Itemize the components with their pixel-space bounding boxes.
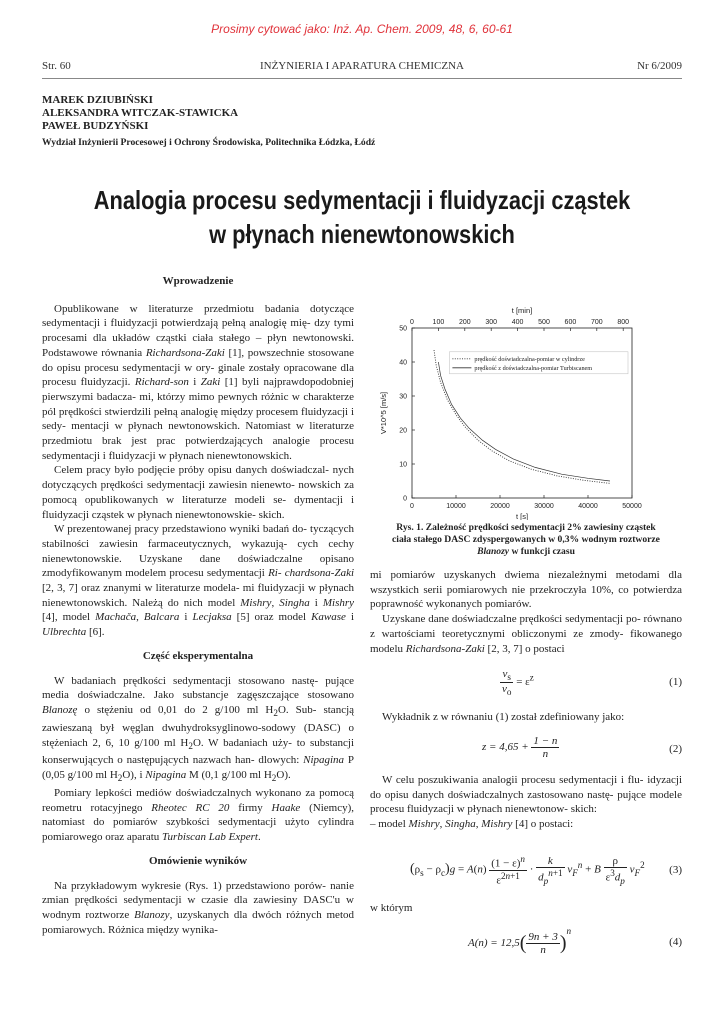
top-tick-label: 700	[590, 319, 603, 326]
y-tick-label: 30	[399, 393, 407, 401]
x-tick-label: 30000	[534, 503, 554, 510]
top-tick-label: 600	[564, 319, 577, 326]
paragraph: Na przykładowym wykresie (Rys. 1) przedstawiono porów- nanie zmian prędkości sedymentacji w czasie dla zawiesiny DASC'u w wodnym roztworze Blanozy, uzyskanych dla dwóch różnych metod pomiarowych. Różnica między wynika-	[42, 879, 354, 936]
paragraph: Opublikowane w literaturze przedmiotu badania dotyczące sedymentacji i fluidyzacji potwierdzają pełną analogię mię- dzy tymi procesami dla układów cząstki ciała stałego – płyn newtonowski. Podstawowe równania Richardsona-Zaki [1], powszechnie stosowane do opisu procesu sedymentacji w ory- ginale zostały opracowane dla procesu fluidyzacji. Richard-son i Zaki [1] byli najprawdopodobniej pierwszymi badacza- mi, którzy mimo pewnych różnic w charakterze pól prędkości stwierdzili pełną analogię między procesem fluidyzacji i sedy- mentacji w płynach newtonowskich. Natomiast w literaturze przedmiotu brak jest prac potwierdzających analogie procesu sedymentacji i fluidyzacji w płynach nienewtonowskich.	[42, 302, 355, 462]
paragraph: Uzyskane dane doświadczalne prędkości sedymentacji po- równano z wartościami teoretycznymi obliczonymi ze zmody- fikowanego modelu Richardsona-Zaki [2, 3, 7] o postaci	[370, 613, 683, 655]
legend-entry: prędkość z doświadczalna-pomiar Turbiscanem	[474, 365, 593, 373]
paragraph: – model Mishry, Singha, Mishry [4] o postaci:	[370, 818, 574, 831]
y-tick-label: 50	[399, 325, 407, 333]
paragraph: Celem pracy było podjęcie próby opisu danych doświadczal- nych dotyczących prędkości sedymentacji zawiesin nienewto- nowskich za pomocą opublikowanych w literaturze modeli se- dymentacji i fluidyzacji cząstek w płynach nienewtonowskie- skich.	[42, 464, 355, 521]
paragraph: W prezentowanej pracy przedstawiono wyniki badań do- tyczących stabilności zawiesin farmaceutycznych, wykazują- cych cechy nienewtonowskie. Uzyskane dane doświadczalne opisano zmodyfikowanym modelem procesu sedymentacji Ri- chardsona-Zaki [2, 3, 7] oraz znanymi w literaturze modela- mi fluidyzacji w płynach nienewtonowskich. Należą do nich model Mishry, Singha i Mishry [4], model Machača, Balcara i Lecjaksa [5] oraz model Kawase i Ulbrechta [6].	[42, 523, 355, 639]
citation-note: Prosimy cytować jako: Inż. Ap. Chem. 2009, 48, 6, 60-61	[211, 22, 513, 36]
equation-number: (1)	[669, 676, 682, 688]
top-tick-label: 0	[410, 319, 414, 326]
velocity-ratio: $\frac{v_s}{v_o}$	[502, 668, 512, 698]
top-axis-label: t [min]	[511, 306, 533, 315]
paragraph: mi pomiarów uzyskanych dwiema niezależnymi metodami dla wszystkich serii pomiarowych nie przekroczyła 10%, co potwierdza poprawność wykonanych pomiarów.	[370, 569, 682, 611]
right-column-cont	[370, 773, 682, 832]
equation-number: (2)	[669, 743, 682, 755]
x-tick-label: 20000	[490, 503, 510, 510]
author: MAREK DZIUBIŃSKI	[42, 94, 153, 106]
figure-caption: Rys. 1. Zależność prędkości sedymentacji 2% zawiesiny cząstek ciała stałego DASC zdyspergowanych w 0,3% wodnym roztworze Blanozy w funkcji czasu	[392, 522, 660, 557]
right-column	[370, 568, 682, 656]
y-axis-label: V*10^5 [m/s]	[379, 391, 388, 435]
section-heading: Wprowadzenie	[162, 275, 234, 287]
journal-name: INŻYNIERIA I APARATURA CHEMICZNA	[259, 60, 465, 72]
x-tick-label: 10000	[446, 503, 466, 510]
y-tick-label: 40	[399, 359, 407, 367]
y-tick-label: 10	[399, 461, 407, 469]
equation-number: (3)	[669, 864, 682, 876]
title-line: Analogia procesu sedymentacji i fluidyzacji cząstek	[93, 185, 631, 215]
affiliation: Wydział Inżynierii Procesowej i Ochrony Środowiska, Politechnika Łódzka, Łódź	[42, 137, 376, 148]
title-line: w płynach nienewtonowskich	[209, 219, 515, 249]
paragraph: Wykładnik z w równaniu (1) został zdefiniowany jako:	[382, 711, 625, 723]
paper-title	[93, 183, 631, 251]
author: PAWEŁ BUDZYŃSKI	[42, 120, 149, 132]
x-tick-label: 0	[410, 503, 414, 510]
page-number: Str. 60	[42, 60, 71, 72]
equation-number: (4)	[669, 936, 682, 948]
x-tick-label: 50000	[622, 503, 642, 510]
x-tick-label: 40000	[578, 503, 598, 510]
exponent-fraction: $\frac{1 - n}{n}$	[533, 735, 558, 760]
equation-3: $(\rho_s - \rho_c)g = A(n)$ $\frac{(1 - \varepsilon)^n}{\varepsilon^{2n+1}}$ · $\frac{k}{d_p^{n+1}}$ $v_F^n + B$ $\frac{\rho}{\varepsilon^3d_p}$ $v_F^2$ (3)	[410, 854, 682, 887]
equation-2: z = 4,65 + $\frac{1 - n}{n}$ (2)	[482, 735, 682, 760]
author-list	[42, 94, 238, 133]
paragraph: Pomiary lepkości mediów doświadczalnych wykonano za pomocą reometru rotacyjnego Rheotec RC 20 firmy Haake (Niemcy), natomiast do pomiarów szybkości sedymentacji użyto cylindra pomiarowego oraz aparatu Turbiscan Lab Expert.	[42, 787, 355, 844]
sedimentation-chart	[370, 300, 682, 520]
top-tick-label: 500	[538, 319, 550, 326]
top-tick-label: 100	[432, 319, 445, 326]
n-fraction: $\frac{9n + 3}{n}$	[528, 930, 558, 956]
legend-entry: prędkość doświadczalna-pomiar w cylindrze	[474, 356, 585, 364]
x-axis-label: t [s]	[515, 512, 529, 520]
equation-1: $\frac{v_s}{v_o}$ = $\varepsilon^z$ (1)	[502, 668, 682, 698]
left-column	[42, 274, 354, 937]
author: ALEKSANDRA WITCZAK-STAWICKA	[42, 107, 239, 119]
equation-4: A(n) = 12,5( $\frac{9n + 3}{n}$ )$^n$ (4)	[468, 926, 682, 956]
top-tick-label: 300	[485, 319, 498, 326]
series-line-2	[438, 362, 610, 481]
y-tick-label: 20	[399, 427, 407, 435]
paragraph: W celu poszukiwania analogii procesu sedymentacji i flu- idyzacji do opisu danych doświadczalnych zastosowano nastę- pujące modele procesu fluidyzacji w płynach nienewtonow- skich:	[370, 774, 683, 816]
top-tick-label: 400	[511, 319, 524, 326]
section-heading: Część eksperymentalna	[142, 649, 254, 662]
paragraph: W badaniach prędkości sedymentacji stosowano nastę- pujące media doświadczalne. Jako substancje zagęszczające stosowano Blanozę o stężeniu od 0,01 do 2 g/100 ml $H_2O$. Sub- stancją zawieszaną był węglan dwuhydroksyglinowo-sodowy (DASC) o stężeniach 2, 6, 10 g/100 ml $H_2O$. W badaniach uży- to substancji konserwujących o następujących nazwach han- dlowych: Nipagina P (0,05 g/100 ml $H_2O$), i Nipagina M (0,1 g/100 ml $H_2O$).	[42, 674, 355, 784]
paragraph: w którym	[370, 902, 413, 914]
top-tick-label: 200	[458, 319, 471, 326]
header-rule	[42, 78, 682, 79]
top-tick-label: 800	[617, 319, 630, 326]
y-tick-label: 0	[403, 495, 407, 503]
issue-number: Nr 6/2009	[637, 60, 682, 72]
section-heading: Omówienie wyników	[148, 854, 248, 867]
